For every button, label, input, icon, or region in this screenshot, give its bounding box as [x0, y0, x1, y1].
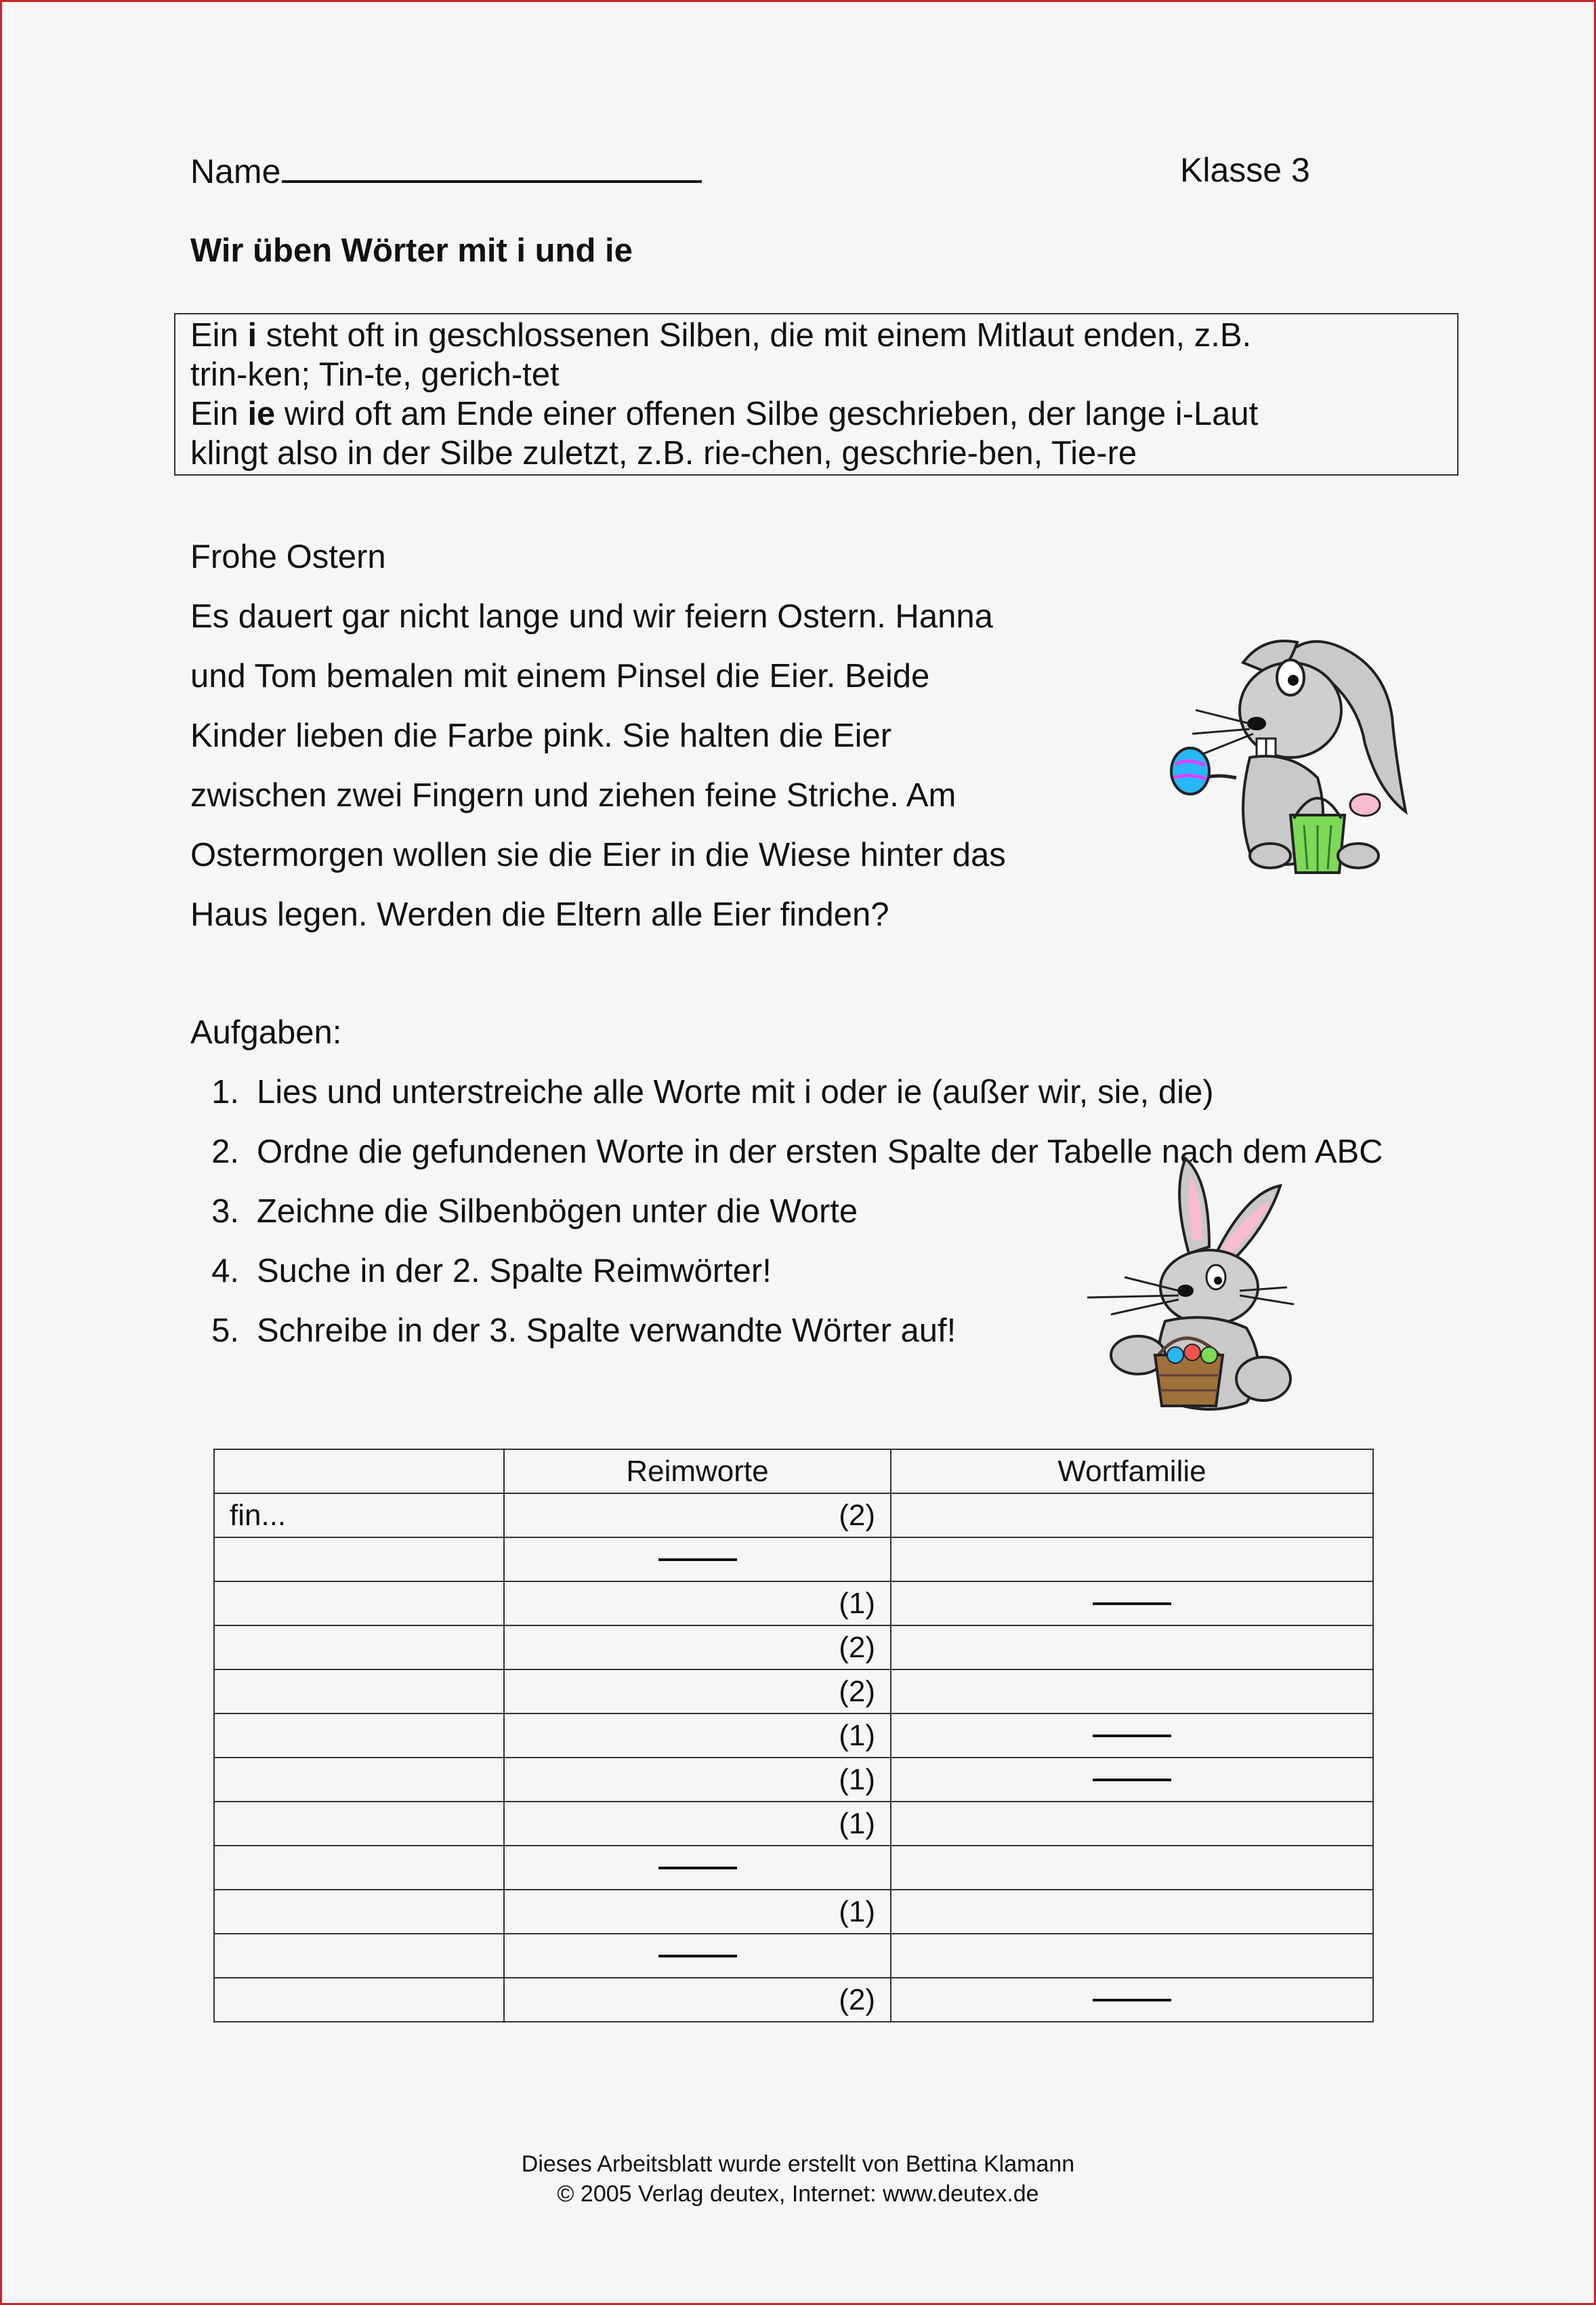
rhyme-cell[interactable]: (2) [504, 1669, 891, 1714]
header-reimworte: Reimworte [504, 1449, 891, 1493]
word-family-cell[interactable] [891, 1625, 1373, 1669]
rule-box [174, 313, 1458, 476]
word-family-cell[interactable] [891, 1669, 1373, 1714]
name-field[interactable] [190, 150, 702, 191]
blank-dash [658, 1955, 737, 1957]
footer-copyright: © 2005 Verlag deutex, Internet: www.deutex.de [557, 2181, 1039, 2207]
story [190, 527, 1173, 944]
footer-author: Dieses Arbeitsblatt wurde erstellt von Bettina Klamann [521, 2151, 1075, 2177]
word-table [213, 1449, 1374, 2022]
rule-line-1: Ein i steht oft in geschlossenen Silben, die mit einem Mitlaut enden, z.B. [190, 317, 1252, 354]
task-item: 4. Suche in der 2. Spalte Reimwörter! [211, 1253, 772, 1289]
rhyme-cell[interactable]: (1) [504, 1581, 891, 1625]
class-label: Klasse 3 [1180, 151, 1310, 189]
table-row [214, 1625, 1373, 1669]
rhyme-cell[interactable] [504, 1537, 891, 1581]
story-heading: Frohe Ostern [190, 539, 386, 575]
story-line: Haus legen. Werden die Eltern alle Eier finden? [190, 896, 889, 933]
word-family-cell[interactable] [891, 1890, 1373, 1934]
word-cell[interactable] [214, 1758, 504, 1802]
blank-dash [1093, 1735, 1171, 1737]
word-cell[interactable] [214, 1978, 504, 2022]
rhyme-cell[interactable]: (1) [504, 1802, 891, 1846]
table-row [214, 1493, 1373, 1537]
name-label: Name [190, 152, 281, 190]
word-cell[interactable] [214, 1934, 504, 1978]
task-item: 1. Lies und unterstreiche alle Worte mit i oder ie (außer wir, sie, die) [211, 1074, 1214, 1110]
table-header-row [214, 1449, 1373, 1493]
word-family-cell[interactable] [891, 1537, 1373, 1581]
word-family-cell[interactable] [891, 1934, 1373, 1978]
rule-line-2: trin-ken; Tin-te, gerich-tet [190, 356, 560, 393]
story-line: Es dauert gar nicht lange und wir feiern Ostern. Hanna [190, 598, 993, 635]
rule-line-3: Ein ie wird oft am Ende einer offenen Silbe geschrieben, der lange i-Laut [190, 396, 1259, 432]
task-item: 5. Schreibe in der 3. Spalte verwandte Wörter auf! [211, 1312, 957, 1349]
word-family-cell[interactable] [891, 1714, 1373, 1758]
word-cell[interactable] [214, 1625, 504, 1669]
table-row [214, 1978, 1373, 2022]
story-line: Kinder lieben die Farbe pink. Sie halten die Eier [190, 718, 892, 754]
table-row [214, 1714, 1373, 1758]
word-cell[interactable] [214, 1537, 504, 1581]
rhyme-cell[interactable]: (2) [504, 1493, 891, 1537]
rhyme-cell[interactable]: (2) [504, 1978, 891, 2022]
word-cell[interactable] [214, 1846, 504, 1890]
word-family-cell[interactable] [891, 1493, 1373, 1537]
blank-dash [1093, 1779, 1171, 1781]
blank-dash [658, 1558, 737, 1561]
blank-dash [658, 1867, 737, 1869]
sitting-bunny-illustration [1084, 1152, 1314, 1423]
bunny-with-egg-illustration [1162, 622, 1419, 893]
table-row [214, 1581, 1373, 1625]
tasks-heading: Aufgaben: [190, 1014, 342, 1051]
story-line: und Tom bemalen mit einem Pinsel die Eier. Beide [190, 658, 930, 694]
footer [0, 2149, 1596, 2209]
blank-dash [1093, 1602, 1171, 1605]
rhyme-cell[interactable]: (1) [504, 1714, 891, 1758]
story-line: zwischen zwei Fingern und ziehen feine Striche. Am [190, 777, 957, 814]
table-row [214, 1758, 1373, 1802]
story-line: Ostermorgen wollen sie die Eier in die Wiese hinter das [190, 837, 1006, 873]
task-item: 3. Zeichne die Silbenbögen unter die Worte [211, 1193, 858, 1230]
word-cell[interactable] [214, 1714, 504, 1758]
worksheet-title: Wir üben Wörter mit i und ie [190, 232, 633, 269]
blank-dash [1093, 1999, 1171, 2001]
word-cell[interactable] [214, 1669, 504, 1714]
task-item: 2. Ordne die gefundenen Worte in der ersten Spalte der Tabelle nach dem ABC [211, 1134, 1383, 1170]
name-blank-line[interactable] [282, 150, 702, 183]
word-family-cell[interactable] [891, 1802, 1373, 1846]
rhyme-cell[interactable] [504, 1846, 891, 1890]
rhyme-cell[interactable]: (1) [504, 1758, 891, 1802]
word-cell[interactable]: fin... [214, 1493, 504, 1537]
rhyme-cell[interactable] [504, 1934, 891, 1978]
word-family-cell[interactable] [891, 1581, 1373, 1625]
header-wortfamilie: Wortfamilie [891, 1449, 1373, 1493]
rhyme-cell[interactable]: (2) [504, 1625, 891, 1669]
word-cell[interactable] [214, 1890, 504, 1934]
word-family-cell[interactable] [891, 1846, 1373, 1890]
table-row [214, 1846, 1373, 1890]
table-row [214, 1802, 1373, 1846]
word-cell[interactable] [214, 1802, 504, 1846]
table-row [214, 1669, 1373, 1714]
word-cell[interactable] [214, 1581, 504, 1625]
word-family-cell[interactable] [891, 1758, 1373, 1802]
word-family-cell[interactable] [891, 1978, 1373, 2022]
rule-line-4: klingt also in der Silbe zuletzt, z.B. rie-chen, geschrie-ben, Tie-re [190, 435, 1137, 472]
table-row [214, 1890, 1373, 1934]
table-row [214, 1934, 1373, 1978]
rhyme-cell[interactable]: (1) [504, 1890, 891, 1934]
header-words [214, 1449, 504, 1493]
table-row [214, 1537, 1373, 1581]
